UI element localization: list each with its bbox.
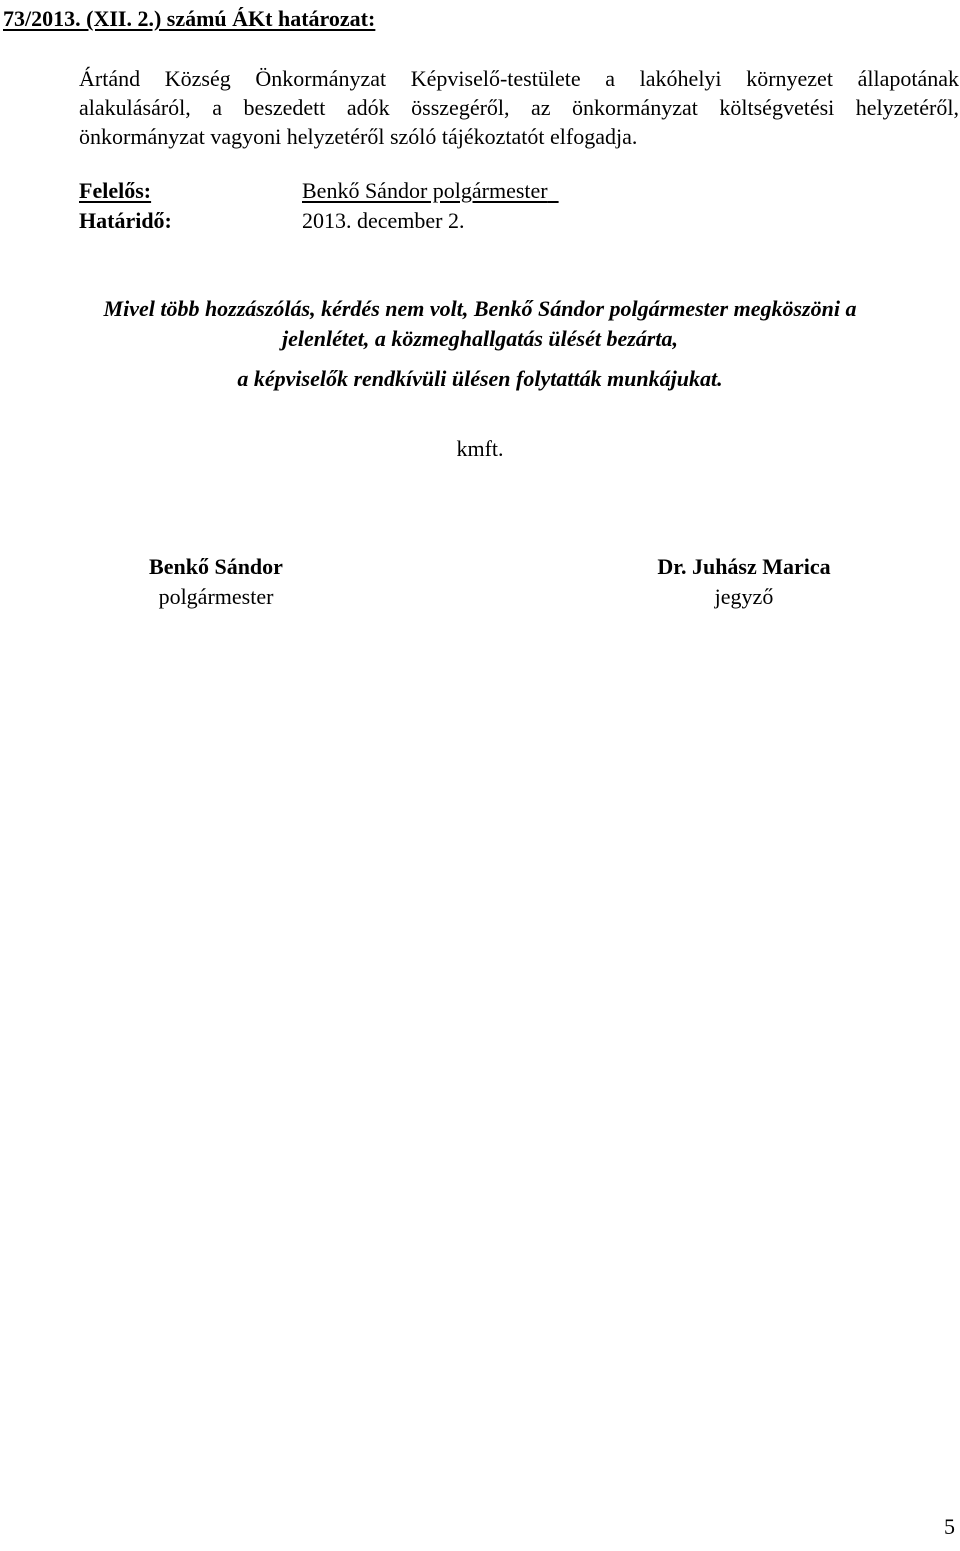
closing-line-2: jelenlétet, a közmeghallgatás ülését bezárta,: [282, 326, 678, 351]
signature-notary: [622, 552, 866, 612]
signature-notary-role: jegyző: [714, 584, 774, 609]
deadline-label: Határidő:: [79, 208, 172, 233]
responsible-value: Benkő Sándor polgármester: [302, 178, 548, 203]
kmft-label: kmft.: [456, 436, 504, 461]
resolution-body: [79, 64, 959, 151]
deadline-value: 2013. december 2.: [302, 208, 465, 233]
resolution-body-line: alakulásáról, a beszedett adók összegéről, az önkormányzat költségvetési helyzetéről,: [79, 95, 959, 120]
signature-mayor-role: polgármester: [158, 584, 274, 609]
resolution-body-line: önkormányzat vagyoni helyzetéről szóló tájékoztatót elfogadja.: [79, 124, 638, 149]
resolution-body-line: Ártánd Község Önkormányzat Képviselő-testülete a lakóhelyi környezet állapotának: [79, 66, 959, 91]
signature-notary-name: Dr. Juhász Marica: [657, 554, 831, 579]
page-number: 5: [944, 1514, 955, 1539]
responsible-label: Felelős:: [79, 178, 152, 203]
deadline-row: [79, 208, 465, 234]
resolution-title: 73/2013. (XII. 2.) számú ÁKt határozat:: [3, 6, 376, 31]
closing-line-1: Mivel több hozzászólás, kérdés nem volt, Benkő Sándor polgármester megköszöni a: [103, 296, 857, 321]
responsible-row: [79, 178, 559, 204]
closing-line-3: a képviselők rendkívüli ülésen folytatták munkájukat.: [237, 366, 723, 391]
signature-mayor: [116, 552, 316, 612]
signature-mayor-name: Benkő Sándor: [149, 554, 283, 579]
